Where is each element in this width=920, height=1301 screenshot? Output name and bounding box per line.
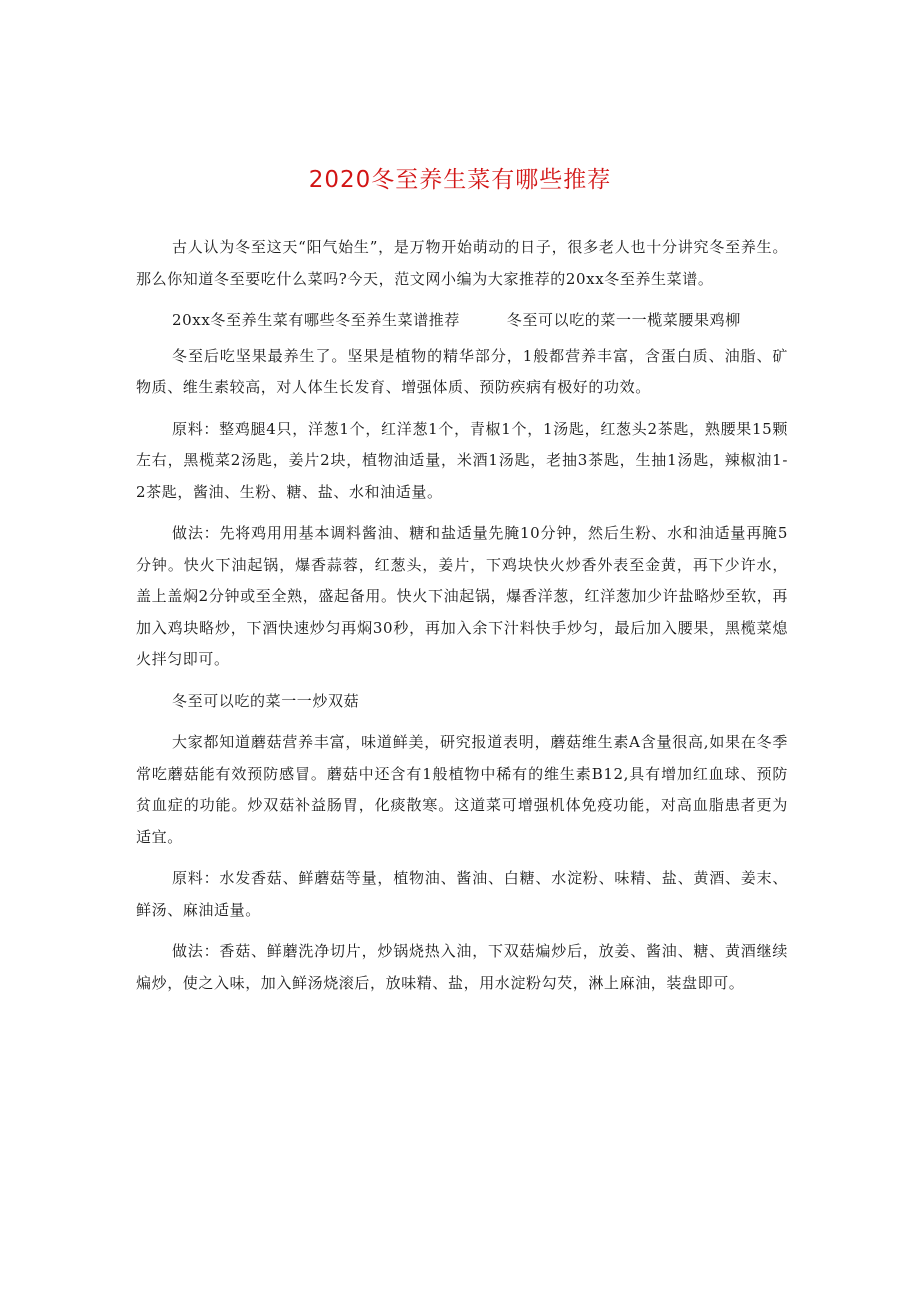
document-title: 2020冬至养生菜有哪些推荐 (308, 167, 612, 193)
paragraph-mushroom-benefits: 大家都知道蘑菇营养丰富，味道鲜美，研究报道表明，蘑菇维生素A含量很高,如果在冬季常吃蘑菇能有效预防感冒。蘑菇中还含有1般植物中稀有的维生素B12,具有增加红血球、预防贫血症的功能。炒双菇补益肠胃，化痰散寒。这道菜可增强机体免疫功能，对高血脂患者更为适宜。 (136, 733, 788, 846)
paragraph-intro: 古人认为冬至这天“阳气始生”，是万物开始萌动的日子，很多老人也十分讲究冬至养生。那么你知道冬至要吃什么菜吗?今天，范文网小编为大家推荐的20xx冬至养生菜谱。 (136, 238, 788, 288)
paragraph-method-1: 做法：先将鸡用用基本调料酱油、糖和盐适量先腌10分钟，然后生粉、水和油适量再腌5分钟。快火下油起锅，爆香蒜蓉，红葱头，姜片，下鸡块快火炒香外表至金黄，再下少许水，盖上盖焖2分钟或至全熟，盛起备用。快火下油起锅，爆香洋葱，红洋葱加少许盐略炒至软，再加入鸡块略炒，下酒快速炒匀再焖30秒，再加入余下汁料快手炒匀，最后加入腰果，黑榄菜熄火拌匀即可。 (136, 524, 788, 668)
paragraph-section-heading-1: 20xx冬至养生菜有哪些冬至养生菜谱推荐 冬至可以吃的菜一一榄菜腰果鸡柳 (172, 311, 741, 329)
document-body (136, 232, 788, 1009)
paragraph-nut-benefits: 冬至后吃坚果最养生了。坚果是植物的精华部分，1般都营养丰富，含蛋白质、油脂、矿物质、维生素较高，对人体生长发育、增强体质、预防疾病有极好的功效。 (136, 346, 788, 396)
paragraph-section-heading-2: 冬至可以吃的菜一一炒双菇 (172, 691, 360, 710)
paragraph-ingredients-2: 原料：水发香菇、鲜蘑菇等量，植物油、酱油、白糖、水淀粉、味精、盐、黄酒、姜末、鲜汤、麻油适量。 (136, 869, 788, 919)
paragraph-method-2: 做法：香菇、鲜蘑洗净切片，炒锅烧热入油，下双菇煸炒后，放姜、酱油、糖、黄酒继续煸炒，使之入味，加入鲜汤烧滚后，放味精、盐，用水淀粉勾芡，淋上麻油，装盘即可。 (136, 942, 788, 992)
paragraph-ingredients-1: 原料：整鸡腿4只，洋葱1个，红洋葱1个，青椒1个，1汤匙，红葱头2茶匙，熟腰果15颗左右，黑榄菜2汤匙，姜片2块，植物油适量，米酒1汤匙，老抽3茶匙，生抽1汤匙，辣椒油1-2茶匙，酱油、生粉、糖、盐、水和油适量。 (136, 419, 788, 501)
